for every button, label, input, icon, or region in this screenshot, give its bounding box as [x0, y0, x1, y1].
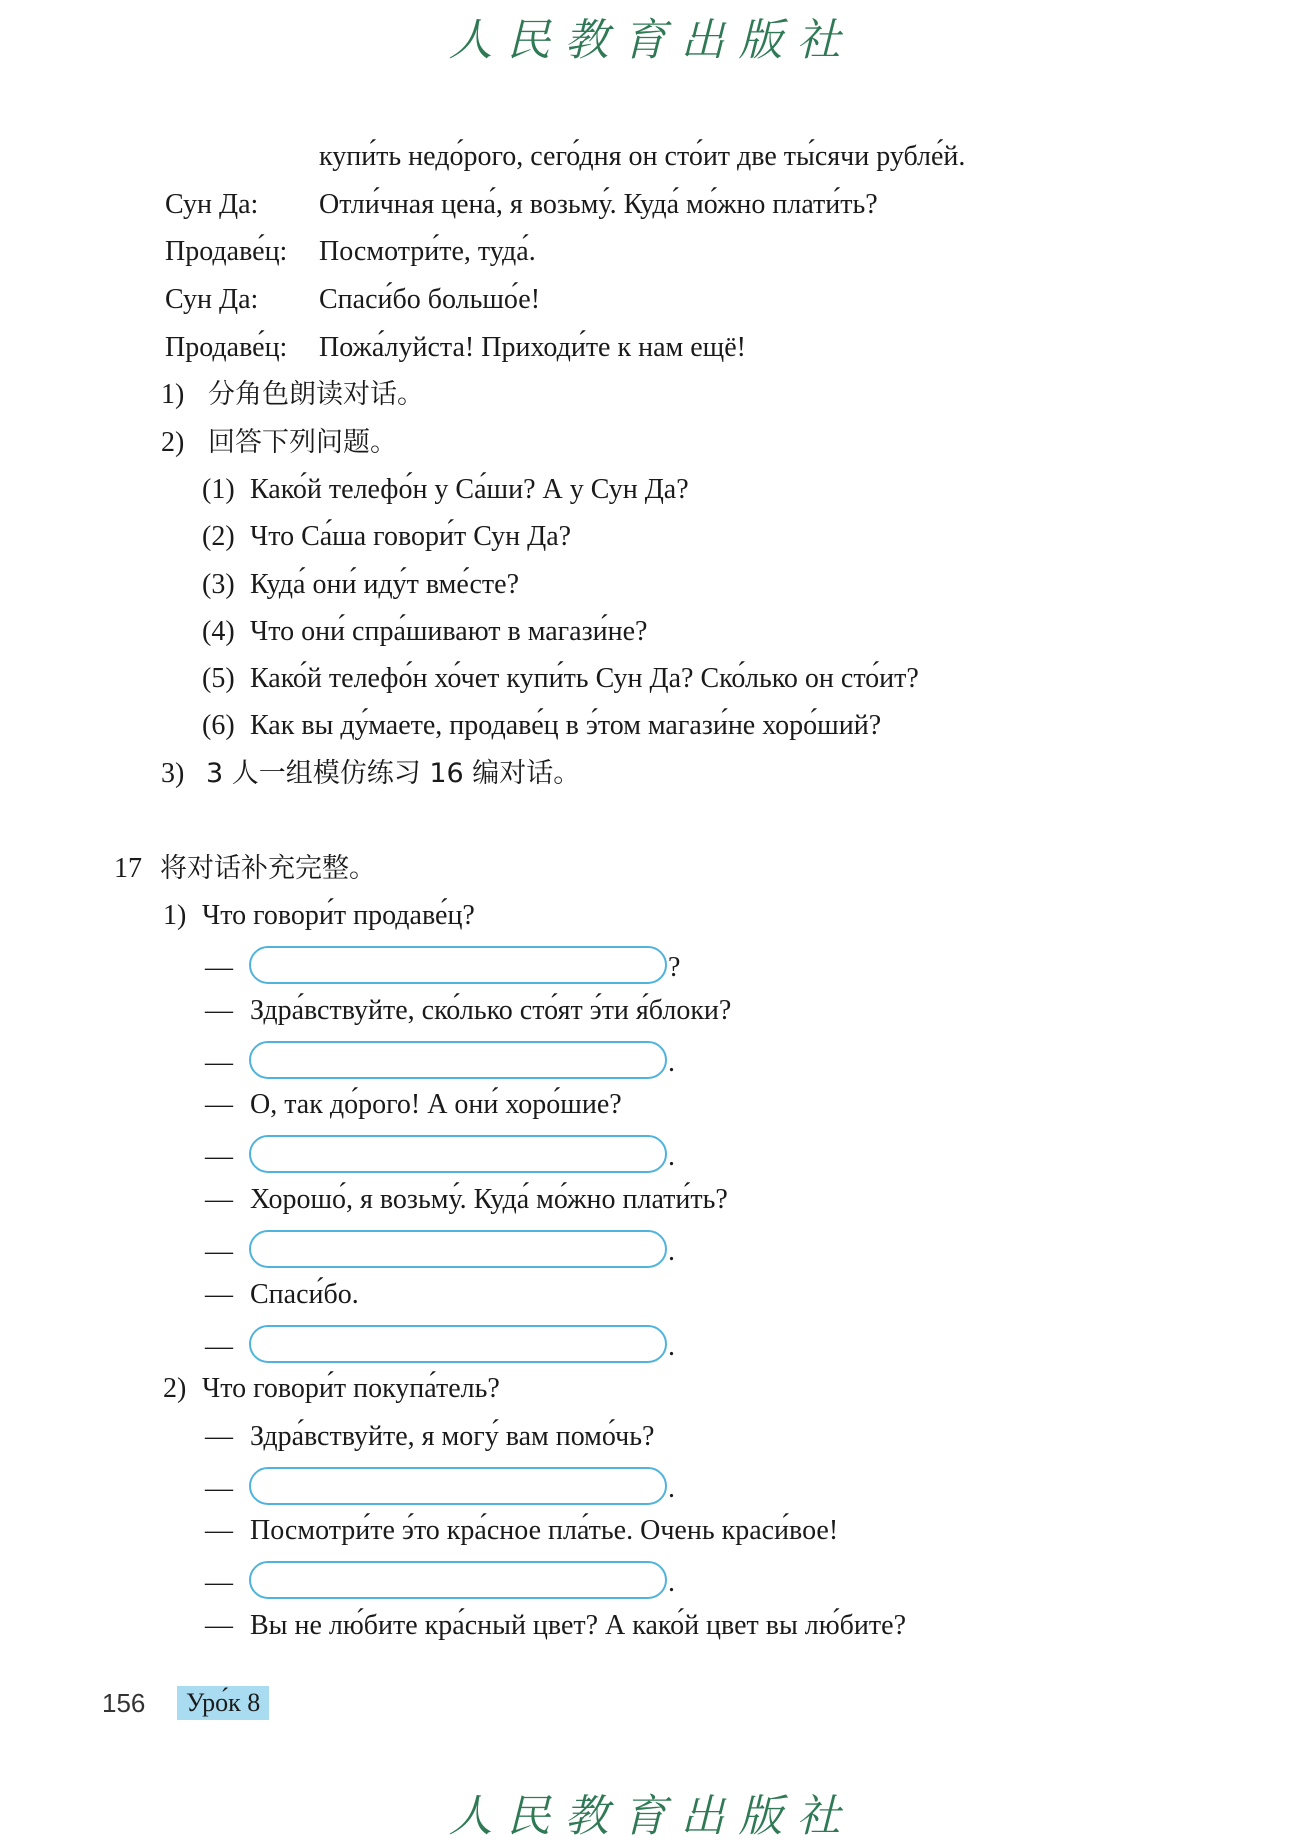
- blank-punctuation: .: [668, 1331, 675, 1362]
- dialogue-text: Пожа́луйста! Приходи́те к нам ещё!: [319, 332, 746, 363]
- blank-punctuation: ?: [668, 952, 681, 983]
- question-number: (5): [202, 663, 235, 694]
- page-number: 156: [102, 1688, 146, 1718]
- question-text: Как вы ду́маете, продаве́ц в э́том магази́не хоро́ший?: [250, 710, 882, 741]
- blank-punctuation: .: [668, 1141, 675, 1172]
- dash: —: [205, 1331, 233, 1362]
- dialogue-line: Хорошо́, я возьму́. Куда́ мо́жно плати́ть?: [250, 1184, 728, 1215]
- task-instruction: 回答下列问题。: [208, 427, 397, 458]
- task-instruction: 分角色朗读对话。: [208, 379, 424, 410]
- blank-punctuation: .: [668, 1567, 675, 1598]
- dialogue-text: Отли́чная цена́, я возьму́. Куда́ мо́жно плати́ть?: [319, 189, 878, 220]
- question-text: Како́й телефо́н хо́чет купи́ть Сун Да? Ско́лько он сто́ит?: [250, 663, 919, 694]
- dialogue-text: Спаси́бо большо́е!: [319, 284, 541, 315]
- dash: —: [205, 1473, 233, 1504]
- dash: —: [205, 1047, 233, 1078]
- task-number: 2): [161, 427, 185, 458]
- publisher-logo-bottom: 人民教育出版社: [448, 1791, 855, 1842]
- question-number: (2): [202, 521, 235, 552]
- dialogue-line: Посмотри́те э́то кра́сное пла́тье. Очень краси́вое!: [250, 1515, 839, 1546]
- dialogue-speaker: Сун Да:: [165, 284, 259, 315]
- dash: —: [205, 1089, 233, 1120]
- exercise-instruction: 将对话补充完整。: [160, 853, 376, 884]
- blank-punctuation: .: [668, 1473, 675, 1504]
- dash: —: [205, 1421, 233, 1452]
- question-number: (3): [202, 569, 235, 600]
- question-number: (6): [202, 710, 235, 741]
- question-text: Что они́ спра́шивают в магази́не?: [250, 616, 648, 647]
- dash: —: [205, 1184, 233, 1215]
- dialogue-line: О, так до́рого! А они́ хоро́шие?: [250, 1089, 622, 1120]
- question-number: (1): [202, 474, 235, 505]
- question-text: Что Са́ша говори́т Сун Да?: [250, 521, 572, 552]
- dialogue-line: Здра́вствуйте, я могу́ вам помо́чь?: [250, 1421, 655, 1452]
- dialogue-text: Посмотри́те, туда́.: [319, 236, 536, 267]
- dialogue-continuation: купи́ть недо́рого, сего́дня он сто́ит две ты́сячи рубле́й.: [319, 141, 966, 172]
- exercise-number: 17: [114, 853, 142, 884]
- answer-blank[interactable]: [249, 1230, 667, 1268]
- dash: —: [205, 995, 233, 1026]
- part-title: Что говори́т продаве́ц?: [202, 900, 475, 931]
- answer-blank[interactable]: [249, 1135, 667, 1173]
- task-number: 3): [161, 758, 185, 789]
- dash: —: [205, 1236, 233, 1267]
- dialogue-line: Вы не лю́бите кра́сный цвет? А како́й цвет вы лю́бите?: [250, 1610, 907, 1641]
- blank-punctuation: .: [668, 1236, 675, 1267]
- answer-blank[interactable]: [249, 946, 667, 984]
- dialogue-line: Спаси́бо.: [250, 1279, 359, 1310]
- answer-blank[interactable]: [249, 1041, 667, 1079]
- dialogue-speaker: Продаве́ц:: [165, 236, 288, 267]
- answer-blank[interactable]: [249, 1467, 667, 1505]
- lesson-badge: Уро́к 8: [177, 1686, 269, 1720]
- blank-punctuation: .: [668, 1047, 675, 1078]
- task-number: 1): [161, 379, 185, 410]
- dash: —: [205, 1515, 233, 1546]
- dash: —: [205, 1279, 233, 1310]
- dash: —: [205, 1141, 233, 1172]
- dash: —: [205, 952, 233, 983]
- dash: —: [205, 1610, 233, 1641]
- answer-blank[interactable]: [249, 1561, 667, 1599]
- question-number: (4): [202, 616, 235, 647]
- task-instruction: 3 人一组模仿练习 16 编对话。: [206, 758, 581, 789]
- dialogue-line: Здра́вствуйте, ско́лько сто́ят э́ти я́блоки?: [250, 995, 732, 1026]
- dialogue-speaker: Сун Да:: [165, 189, 259, 220]
- question-text: Како́й телефо́н у Са́ши? А у Сун Да?: [250, 474, 689, 505]
- publisher-logo-top: 人民教育出版社: [448, 15, 855, 66]
- part-number: 2): [163, 1373, 187, 1404]
- dialogue-speaker: Продаве́ц:: [165, 332, 288, 363]
- part-title: Что говори́т покупа́тель?: [202, 1373, 500, 1404]
- question-text: Куда́ они́ иду́т вме́сте?: [250, 569, 520, 600]
- dash: —: [205, 1567, 233, 1598]
- answer-blank[interactable]: [249, 1325, 667, 1363]
- part-number: 1): [163, 900, 187, 931]
